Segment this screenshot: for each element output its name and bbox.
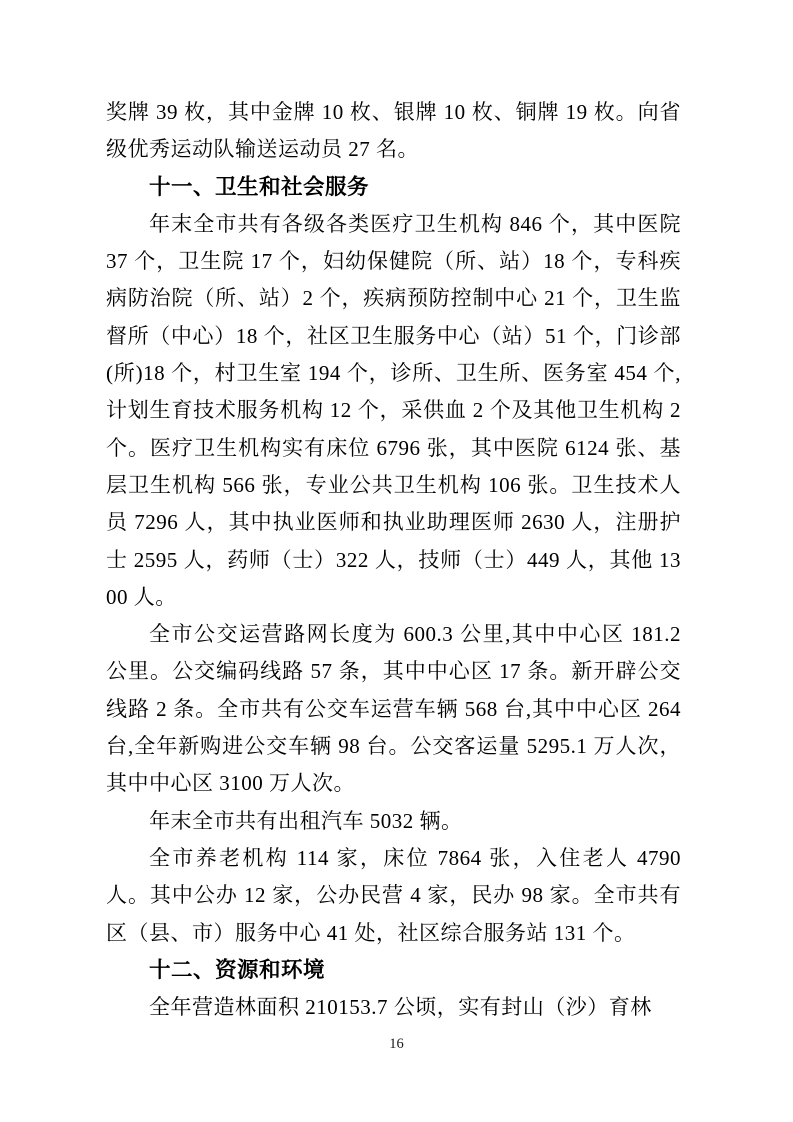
page-number: 16 [389, 1036, 404, 1052]
section-heading-health-social-services: 十一、卫生和社会服务 [149, 174, 370, 199]
paragraph-medical-institutions: 年末全市共有各级各类医疗卫生机构 846 个，其中医院 37 个，卫生院 17 个，妇幼保健院（所、站）18 个，专科疾病防治院（所、站）2 个，疾病预防控制中心 21 个，卫生监督所（中心）18 个，社区卫生服务中心（站）51 个，门诊部(所)18 个，村卫生室 194 个，诊所、卫生所、医务室 454 个,计划生育技术服务机构 12 个，采供血 2 个及其他卫生机构 2 个。医疗卫生机构实有床位 6796 张，其中医院 6124 张、基层卫生机构 566 张，专业公共卫生机构 106 张。卫生技术人员 7296 人，其中执业医师和执业助理医师 2630 人，注册护士 2595 人，药师（士）322 人，技师（士）449 人，其他 1300 人。 [106, 211, 681, 609]
paragraph-continuation-sports-medals: 奖牌 39 枚，其中金牌 10 枚、银牌 10 枚、铜牌 19 枚。向省级优秀运动队输送运动员 27 名。 [106, 100, 681, 162]
paragraph-taxis: 年末全市共有出租汽车 5032 辆。 [149, 808, 463, 833]
paragraph-elderly-care: 全市养老机构 114 家，床位 7864 张，入住老人 4790 人。其中公办 12 家，公办民营 4 家，民办 98 家。全市共有区（县、市）服务中心 41 处，社区综合服务站 131 个。 [106, 845, 681, 945]
paragraph-public-transit: 全市公交运营路网长度为 600.3 公里,其中中心区 181.2 公里。公交编码线路 57 条，其中中心区 17 条。新开辟公交线路 2 条。全市共有公交车运营车辆 568 台,其中中心区 264 台,全年新购进公交车辆 98 台。公交客运量 5295.1 万人次，其中中心区 3100 万人次。 [106, 622, 681, 796]
section-heading-resources-environment: 十二、资源和环境 [149, 957, 326, 982]
text-block [106, 94, 681, 1026]
paragraph-afforestation: 全年营造林面积 210153.7 公顷，实有封山（沙）育林 [149, 995, 652, 1020]
